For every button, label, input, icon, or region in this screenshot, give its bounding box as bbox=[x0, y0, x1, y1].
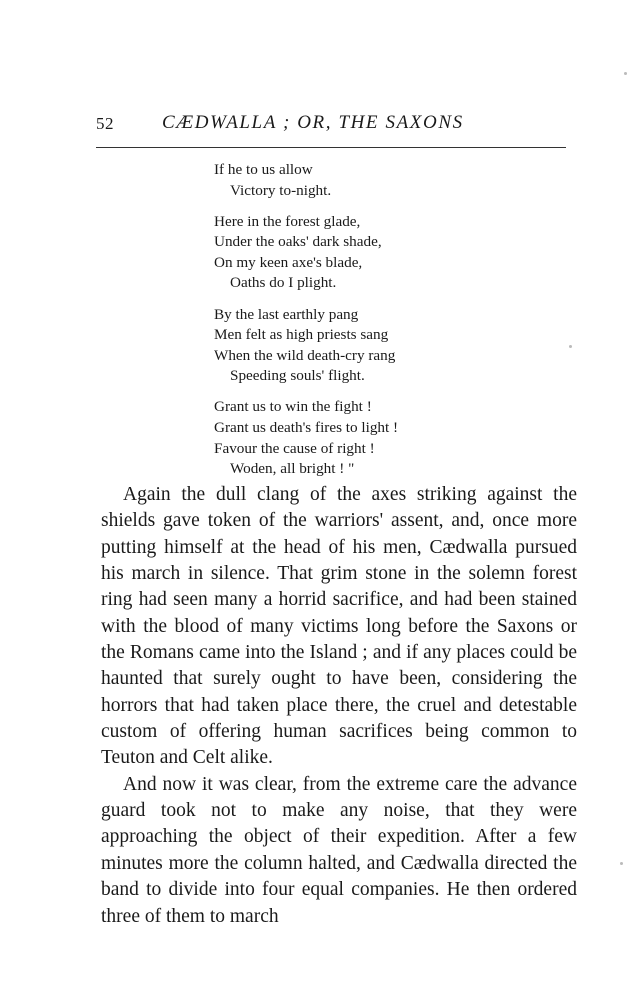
poem-line: Favour the cause of right ! bbox=[214, 439, 375, 457]
poem-line: Men felt as high priests sang bbox=[214, 326, 389, 344]
poem-line: Grant us death's fires to light ! bbox=[214, 419, 399, 437]
paragraph: Again the dull clang of the axes striking against the shields gave token of the warriors' assent, and, once more putting himself at the head of his men, Cædwalla pursued his march in silence. That grim stone in the solemn forest ring had seen many a horrid sacrifice, and had been stained with the blood of many victims long before the Saxons or the Romans came into the Island ; and if any places could be haunted that surely ought to have been, considering the horrors that had taken place there, the cruel and detestable custom of offering human sacrifices being common to Teuton and Celt alike. bbox=[101, 484, 577, 769]
poem-stanza bbox=[214, 397, 514, 479]
poem-stanza bbox=[214, 212, 514, 294]
poem-line: Grant us to win the fight ! bbox=[214, 398, 372, 416]
poem-line: Speeding souls' flight. bbox=[230, 367, 365, 385]
poem-line: When the wild death-cry rang bbox=[214, 346, 396, 364]
scan-speck bbox=[569, 345, 572, 348]
poem-stanza bbox=[214, 305, 514, 387]
poem-line: By the last earthly pang bbox=[214, 305, 359, 323]
poem-line: Under the oaks' dark shade, bbox=[214, 233, 382, 251]
header-rule bbox=[96, 147, 566, 148]
poem-stanza bbox=[214, 160, 514, 201]
poem-line: Oaths do I plight. bbox=[230, 274, 337, 292]
poem bbox=[214, 160, 514, 490]
page-header bbox=[96, 110, 566, 138]
poem-line: If he to us allow bbox=[214, 161, 313, 178]
running-title: CÆDWALLA ; OR, THE SAXONS bbox=[162, 112, 464, 133]
prose-body bbox=[101, 482, 577, 930]
page-number: 52 bbox=[96, 114, 114, 133]
paragraph: And now it was clear, from the extreme care the advance guard took not to make any noise, that they were approaching the object of their expedition. After a few minutes more the column halted, and Cædwalla directed the band to divide into four equal companies. He then ordered three of them to march bbox=[101, 773, 577, 927]
scan-speck bbox=[620, 862, 623, 865]
poem-line: Woden, all bright ! " bbox=[230, 460, 355, 478]
poem-line: Here in the forest glade, bbox=[214, 212, 361, 230]
poem-line: Victory to-night. bbox=[230, 181, 332, 199]
poem-line: On my keen axe's blade, bbox=[214, 253, 363, 271]
scan-speck bbox=[624, 72, 627, 75]
